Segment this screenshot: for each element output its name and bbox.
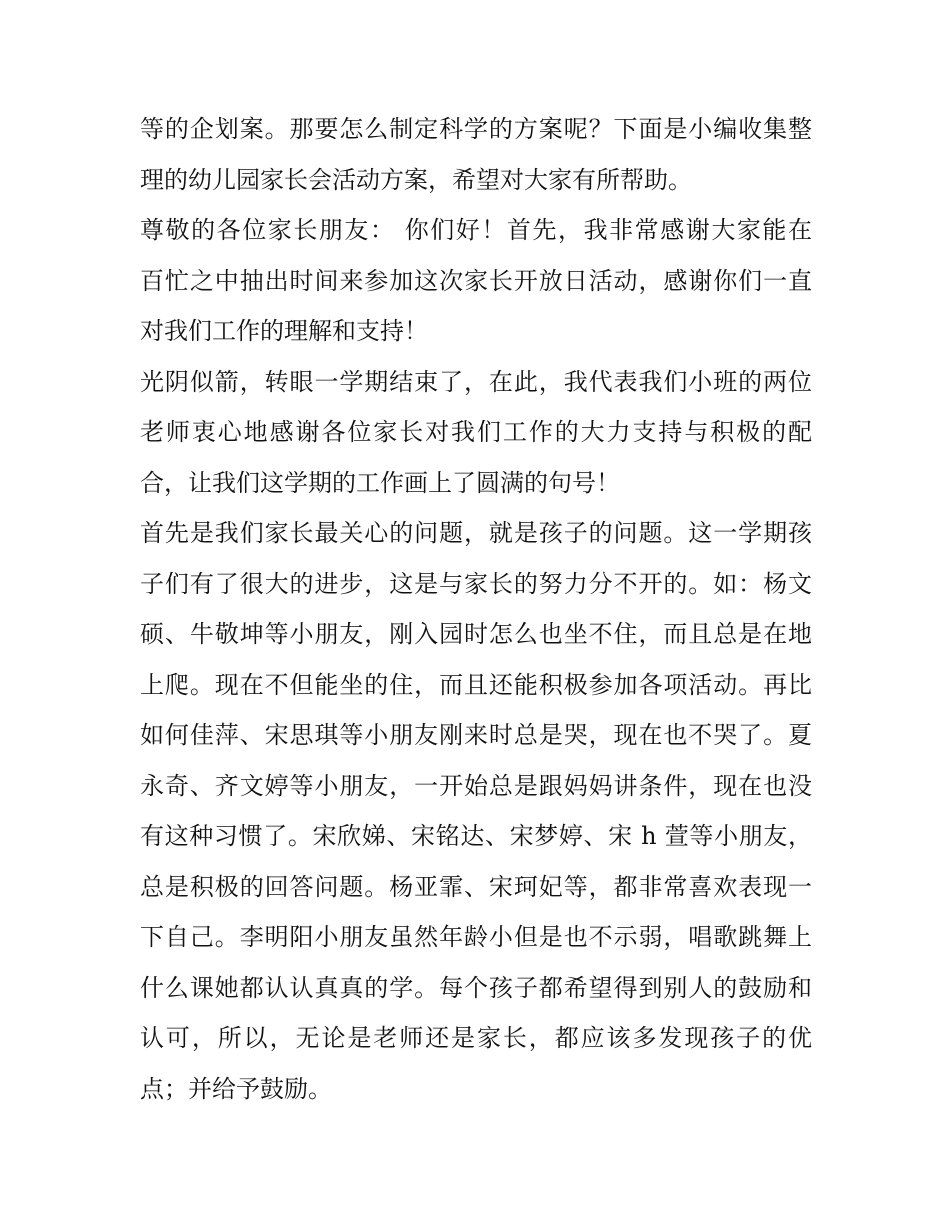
text-line: 老师衷心地感谢各位家长对我们工作的大力支持与积极的配	[140, 418, 812, 446]
text-line: 百忙之中抽出时间来参加这次家长开放日活动，感谢你们一直	[140, 266, 812, 295]
text-line: 上爬。现在不但能坐的住，而且还能积极参加各项活动。再比	[140, 670, 812, 699]
text-line: 总是积极的回答问题。杨亚霏、宋珂妃等，都非常喜欢表现一	[140, 872, 812, 901]
paragraph-thanks	[140, 357, 812, 509]
text-line: 子们有了很大的进步，这是与家长的努力分不开的。如：杨文	[140, 569, 812, 598]
paragraph-children-progress	[140, 508, 812, 1114]
text-line: 认可，所以，无论是老师还是家长，都应该多发现孩子的优	[140, 1024, 812, 1052]
paragraph-greeting	[140, 205, 812, 357]
text-line: 合，让我们这学期的工作画上了圆满的句号！	[140, 468, 620, 497]
paragraph-intro	[140, 104, 812, 205]
text-line: 尊敬的各位家长朋友： 你们好！首先，我非常感谢大家能在	[140, 216, 812, 244]
text-line: 有这种习惯了。宋欣娣、宋铭达、宋梦婷、宋 h 萱等小朋友，	[140, 822, 812, 850]
text-line: 等的企划案。那要怎么制定科学的方案呢？下面是小编收集整	[140, 115, 812, 143]
text-line: 对我们工作的理解和支持！	[140, 317, 428, 345]
text-line: 理的幼儿园家长会活动方案，希望对大家有所帮助。	[140, 165, 692, 194]
text-line: 什么课她都认认真真的学。每个孩子都希望得到别人的鼓励和	[140, 973, 812, 1002]
document-body	[140, 104, 812, 1114]
text-line: 点；并给予鼓励。	[140, 1074, 332, 1103]
text-line: 永奇、齐文婷等小朋友，一开始总是跟妈妈讲条件，现在也没	[140, 771, 812, 800]
text-line: 光阴似箭，转眼一学期结束了，在此，我代表我们小班的两位	[140, 367, 812, 396]
text-line: 首先是我们家长最关心的问题，就是孩子的问题。这一学期孩	[140, 519, 812, 547]
text-line: 如何佳萍、宋思琪等小朋友刚来时总是哭，现在也不哭了。夏	[140, 721, 812, 749]
text-line: 下自己。李明阳小朋友虽然年龄小但是也不示弱，唱歌跳舞上	[140, 923, 812, 951]
text-line: 硕、牛敬坤等小朋友，刚入园时怎么也坐不住，而且总是在地	[140, 620, 812, 648]
